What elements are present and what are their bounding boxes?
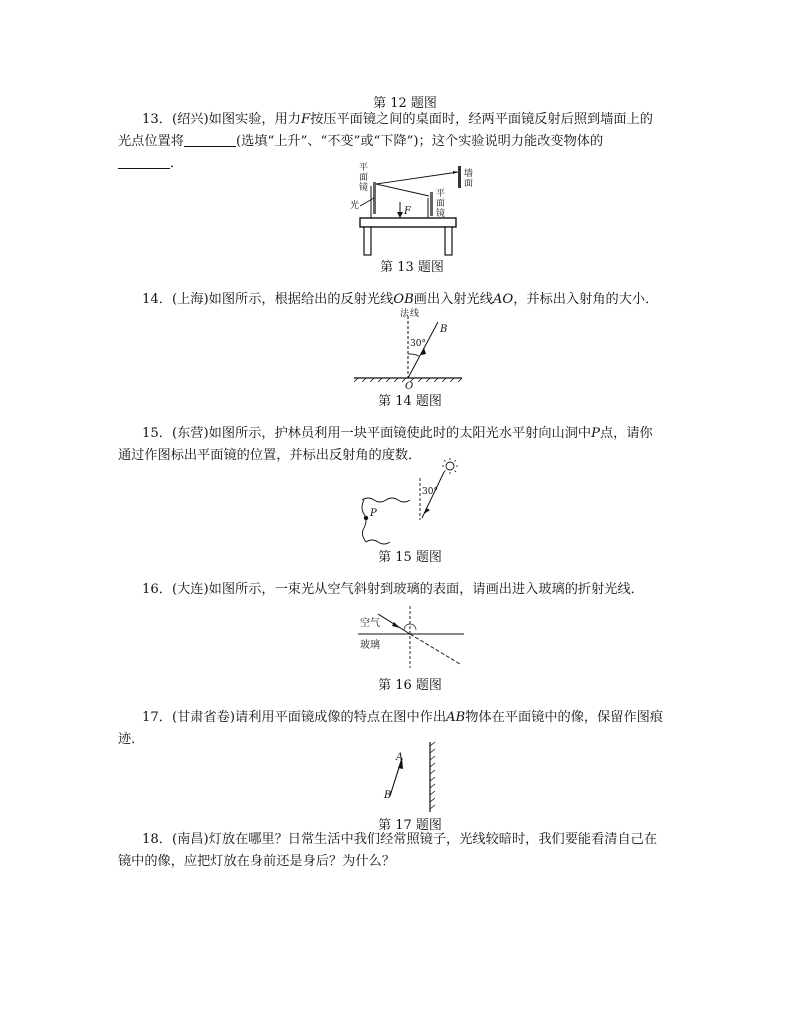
angle-arc — [408, 354, 419, 356]
q14-text-mid: 画出入射光线 — [413, 292, 493, 307]
table-leg-right — [445, 227, 452, 255]
sun-icon — [442, 458, 458, 474]
q14-ao: AO — [492, 292, 514, 307]
question-13-line-2 — [118, 130, 603, 154]
force-arrow-head — [397, 212, 403, 218]
question-15-line-1 — [142, 422, 653, 446]
question-13-line-1 — [142, 108, 653, 132]
air-label: 空气 — [360, 618, 380, 629]
right-mirror-label-2: 面 — [436, 199, 446, 209]
question-17-line-1 — [142, 706, 663, 730]
question-18-line-1: 18．(南昌)灯放在哪里？日常生活中我们经常照镜子，光线较暗时，我们要能看清自己在 — [142, 832, 658, 847]
right-mirror-label-1: 平 — [436, 189, 446, 199]
q17-ab: AB — [446, 710, 466, 725]
figure-16-caption: 第 16 题图 — [378, 678, 442, 693]
q13-line1-post: 按压平面镜之间的桌面时，经两平面镜反射后照到墙面上的 — [310, 112, 653, 127]
q14-text-post: ，并标出入射角的大小． — [513, 292, 659, 307]
point-b-label: B — [384, 790, 392, 801]
dashed-extension — [410, 634, 460, 664]
mirror-hatching — [430, 742, 435, 809]
light-label: 光 — [350, 201, 360, 211]
figure-17-caption: 第 17 题图 — [378, 818, 442, 833]
incident-light — [360, 198, 374, 206]
figure-13-caption: 第 13 题图 — [380, 260, 444, 275]
figure-16-diagram — [356, 604, 466, 670]
figure-17-diagram — [380, 740, 440, 814]
q13-line2-post: (选填“上升”、“不变”或“下降”)；这个实验说明力能改变物体的 — [235, 134, 604, 149]
q17-line1-post: 物体在平面镜中的像，保留作图痕 — [465, 710, 664, 725]
incident-arrow — [392, 622, 400, 628]
light-path-1 — [376, 184, 429, 196]
cave-left-edge — [362, 500, 366, 542]
glass-label: 玻璃 — [360, 640, 380, 651]
question-13-line-3 — [118, 152, 183, 176]
question-16-text: 16．(大连)如图所示，一束光从空气斜射到玻璃的表面，请画出进入玻璃的折射光线． — [142, 582, 644, 597]
question-18-line-2: 镜中的像，应把灯放在身前还是身后？为什么？ — [118, 854, 395, 869]
wall — [458, 166, 461, 188]
question-15-line-2: 通过作图标出平面镜的位置，并标出反射角的度数． — [118, 448, 422, 463]
q15-line1-post: 点，请你 — [599, 426, 653, 441]
wall-label-1: 墙 — [464, 169, 474, 179]
q14-text-pre: 14．(上海)如图所示，根据给出的反射光线 — [142, 292, 394, 307]
point-b-label: B — [440, 324, 448, 335]
q15-line1-pre: 15．(东营)如图所示，护林员利用一块平面镜使此时的太阳光水平射向山洞中 — [142, 426, 592, 441]
q13-answer-blank-2[interactable] — [118, 154, 170, 169]
q13-line1-pre: 13．(绍兴)如图实验，用力 — [142, 112, 301, 127]
q13-line3-post: ． — [170, 156, 184, 171]
point-o-label: O — [405, 381, 414, 390]
q13-force-symbol: F — [300, 112, 311, 127]
reflected-ray-ob — [408, 322, 438, 378]
q15-p: P — [591, 426, 600, 441]
point-p-label: P — [370, 508, 377, 519]
cave-bottom-edge — [366, 540, 390, 544]
angle-label: 30° — [410, 339, 426, 349]
left-mirror-label-3: 镜 — [359, 183, 369, 193]
left-mirror-label-1: 平 — [359, 163, 369, 173]
q14-ob: OB — [393, 292, 414, 307]
right-mirror — [430, 192, 433, 216]
table-leg-left — [364, 227, 371, 255]
q13-line2-pre: 光点位置将 — [118, 134, 184, 149]
cave-top-edge — [362, 498, 410, 502]
normal-label-1: 法 — [400, 309, 410, 319]
q13-answer-blank-1[interactable] — [184, 132, 236, 147]
wall-label-2: 面 — [464, 179, 474, 189]
figure-13-diagram — [340, 162, 480, 258]
point-p — [364, 516, 368, 520]
table-top — [360, 218, 456, 227]
figure-15-diagram — [358, 458, 468, 550]
question-17-line-2: 迹． — [118, 732, 145, 747]
light-path-2 — [376, 172, 458, 184]
angle-label: 30° — [422, 487, 438, 497]
q17-line1-pre: 17．(甘肃省卷)请利用平面镜成像的特点在图中作出 — [142, 710, 447, 725]
right-mirror-label-3: 镜 — [436, 209, 446, 219]
figure-14-diagram — [350, 308, 470, 390]
left-mirror-label-2: 面 — [359, 173, 369, 183]
normal-label-2: 线 — [410, 309, 420, 319]
figure-14-caption: 第 14 题图 — [378, 394, 442, 409]
figure-15-caption: 第 15 题图 — [378, 550, 442, 565]
point-a-label: A — [396, 752, 404, 763]
force-label: F — [404, 206, 411, 217]
figure-12-caption: 第 12 题图 — [373, 96, 437, 111]
